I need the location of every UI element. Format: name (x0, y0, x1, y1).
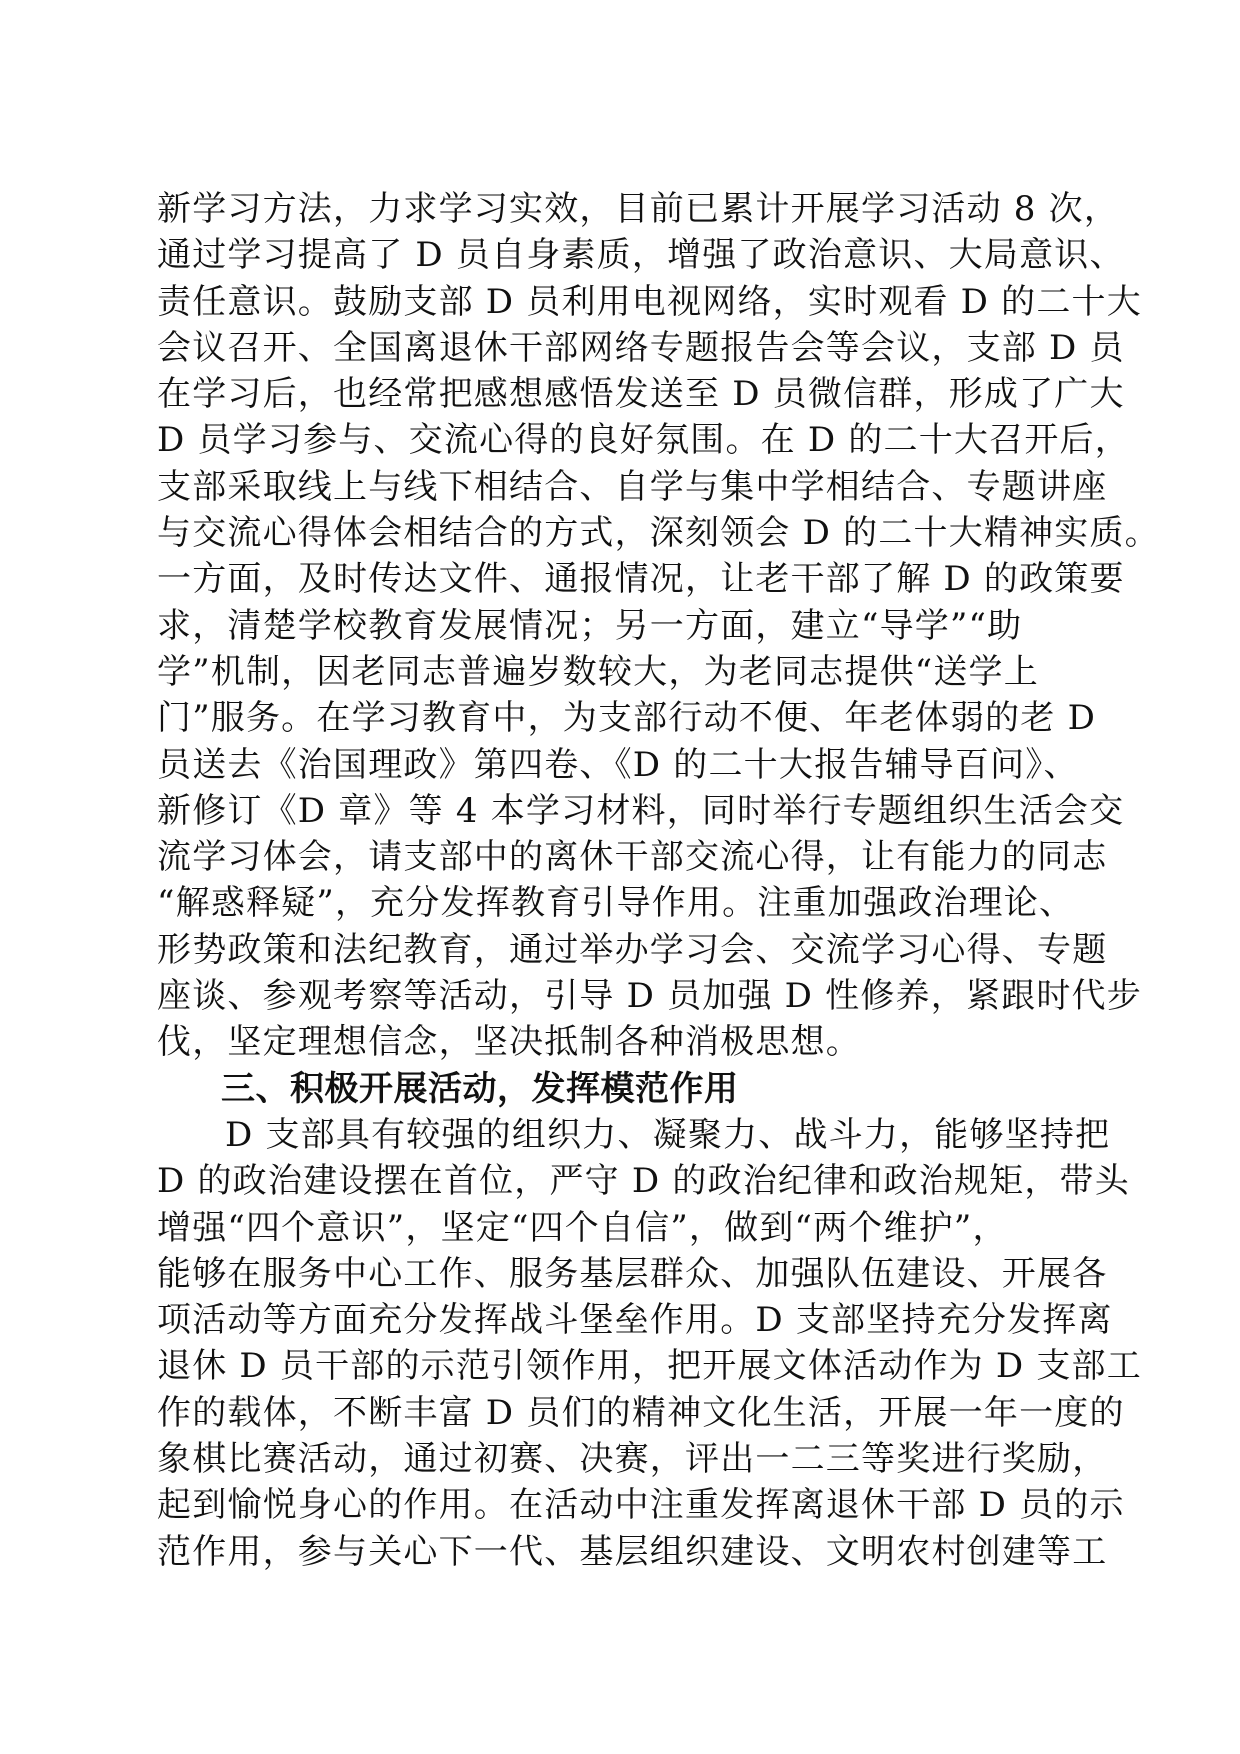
body-line: 项活动等方面充分发挥战斗堡垒作用。D 支部坚持充分发挥离 (157, 1300, 1113, 1341)
body-line: 新修订《D 章》等 4 本学习材料，同时举行专题组织生活会交 (157, 790, 1125, 831)
section-heading: 三、积极开展活动，发挥模范作用 (221, 1068, 739, 1109)
body-line: 与交流心得体会相结合的方式，深刻领会 D 的二十大精神实质。 (157, 513, 1160, 554)
body-line: D 员学习参与、交流心得的良好氛围。在 D 的二十大召开后， (157, 420, 1130, 461)
body-line: 学”机制，因老同志普遍岁数较大，为老同志提供“送学上 (157, 651, 1039, 692)
body-line: 会议召开、全国离退休干部网络专题报告会等会议，支部 D 员 (157, 327, 1125, 368)
document-body (157, 186, 1160, 1575)
body-line: 门”服务。在学习教育中，为支部行动不便、年老体弱的老 D (157, 698, 1097, 739)
body-line: 座谈、参观考察等活动，引导 D 员加强 D 性修养，紧跟时代步 (157, 976, 1142, 1017)
body-line: 形势政策和法纪教育，通过举办学习会、交流学习心得、专题 (157, 929, 1108, 970)
body-line: 伐，坚定理想信念，坚决抵制各种消极思想。 (157, 1022, 861, 1063)
body-line: 新学习方法，力求学习实效，目前已累计开展学习活动 8 次， (157, 189, 1120, 229)
body-line: 象棋比赛活动，通过初赛、决赛，评出一二三等奖进行奖励， (157, 1439, 1108, 1480)
body-line: 通过学习提高了 D 员自身素质，增强了政治意识、大局意识、 (157, 235, 1125, 276)
body-line: 起到愉悦身心的作用。在活动中注重发挥离退休干部 D 员的示 (157, 1485, 1125, 1526)
body-line: 退休 D 员干部的示范引领作用，把开展文体活动作为 D 支部工 (157, 1346, 1142, 1387)
body-line: 支部采取线上与线下相结合、自学与集中学相结合、专题讲座 (157, 466, 1108, 507)
body-line: D 的政治建设摆在首位，严守 D 的政治纪律和政治规矩，带头 (157, 1161, 1130, 1202)
body-line: “解惑释疑”，充分发挥教育引导作用。注重加强政治理论、 (157, 883, 1075, 924)
body-line: 员送去《治国理政》第四卷、《D 的二十大报告辅导百问》、 (157, 744, 1079, 785)
body-line: 能够在服务中心工作、服务基层群众、加强队伍建设、开展各 (157, 1253, 1108, 1294)
body-line: 流学习体会，请支部中的离休干部交流心得，让有能力的同志 (157, 837, 1108, 878)
body-line: 求，清楚学校教育发展情况；另一方面，建立“导学”“助 (157, 605, 1023, 646)
body-line: 增强“四个意识”，坚定“四个自信”，做到“两个维护”， (157, 1207, 1008, 1248)
body-line: 范作用，参与关心下一代、基层组织建设、文明农村创建等工 (157, 1531, 1108, 1572)
body-line: 责任意识。鼓励支部 D 员利用电视网络，实时观看 D 的二十大 (157, 281, 1142, 322)
body-line: 一方面，及时传达文件、通报情况，让老干部了解 D 的政策要 (157, 559, 1125, 600)
body-line: D 支部具有较强的组织力、凝聚力、战斗力，能够坚持把 (225, 1114, 1111, 1155)
body-line: 在学习后，也经常把感想感悟发送至 D 员微信群，形成了广大 (157, 374, 1125, 415)
body-line: 作的载体，不断丰富 D 员们的精神文化生活，开展一年一度的 (157, 1392, 1125, 1433)
